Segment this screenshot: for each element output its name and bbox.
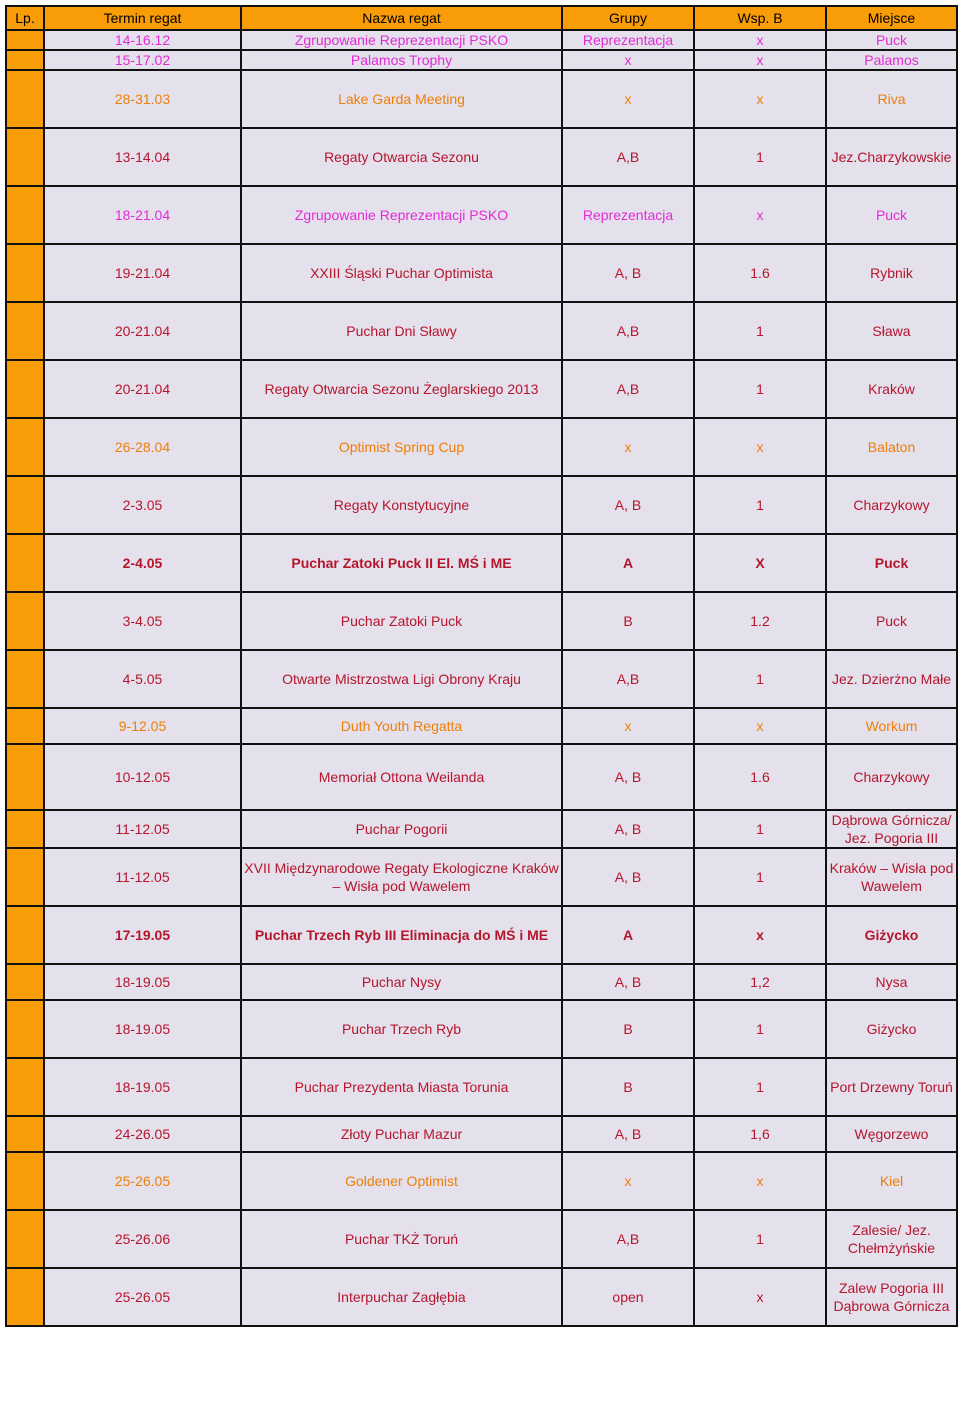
cell-wsp: X — [694, 534, 826, 592]
cell-nazwa: Zgrupowanie Reprezentacji PSKO — [241, 186, 562, 244]
table-row — [6, 592, 957, 650]
cell-wsp: x — [694, 1152, 826, 1210]
table-row — [6, 650, 957, 708]
cell-termin: 19-21.04 — [44, 244, 241, 302]
table-row — [6, 1000, 957, 1058]
cell-wsp: 1 — [694, 1210, 826, 1268]
cell-lp — [6, 360, 44, 418]
cell-miejsce: Kraków – Wisła pod Wawelem — [826, 848, 957, 906]
cell-nazwa: Otwarte Mistrzostwa Ligi Obrony Kraju — [241, 650, 562, 708]
cell-nazwa: Puchar TKŻ Toruń — [241, 1210, 562, 1268]
cell-termin: 25-26.05 — [44, 1152, 241, 1210]
cell-wsp: x — [694, 50, 826, 70]
table-row — [6, 1116, 957, 1152]
cell-miejsce: Węgorzewo — [826, 1116, 957, 1152]
cell-grupy: A, B — [562, 848, 694, 906]
cell-nazwa: Puchar Trzech Ryb III Eliminacja do MŚ i ME — [241, 906, 562, 964]
cell-miejsce: Zalesie/ Jez. Chełmżyńskie — [826, 1210, 957, 1268]
cell-grupy: x — [562, 418, 694, 476]
cell-grupy: x — [562, 50, 694, 70]
cell-miejsce: Rybnik — [826, 244, 957, 302]
table-row — [6, 1152, 957, 1210]
cell-nazwa: Regaty Otwarcia Sezonu Żeglarskiego 2013 — [241, 360, 562, 418]
cell-miejsce: Balaton — [826, 418, 957, 476]
cell-grupy: B — [562, 1058, 694, 1116]
cell-lp — [6, 302, 44, 360]
cell-lp — [6, 418, 44, 476]
cell-nazwa: Puchar Pogorii — [241, 810, 562, 848]
cell-miejsce: Kiel — [826, 1152, 957, 1210]
cell-lp — [6, 708, 44, 744]
cell-miejsce: Riva — [826, 70, 957, 128]
regatta-schedule-table — [5, 5, 958, 1327]
cell-termin: 28-31.03 — [44, 70, 241, 128]
cell-grupy: B — [562, 1000, 694, 1058]
cell-termin: 11-12.05 — [44, 848, 241, 906]
cell-lp — [6, 1210, 44, 1268]
table-row — [6, 476, 957, 534]
cell-termin: 9-12.05 — [44, 708, 241, 744]
cell-lp — [6, 810, 44, 848]
cell-miejsce: Giżycko — [826, 906, 957, 964]
table-header — [6, 6, 957, 30]
cell-nazwa: Regaty Konstytucyjne — [241, 476, 562, 534]
cell-wsp: 1 — [694, 810, 826, 848]
cell-termin: 15-17.02 — [44, 50, 241, 70]
cell-grupy: A,B — [562, 650, 694, 708]
cell-nazwa: Duth Youth Regatta — [241, 708, 562, 744]
cell-lp — [6, 30, 44, 50]
cell-wsp: 1 — [694, 848, 826, 906]
cell-wsp: 1 — [694, 360, 826, 418]
header-miejsce: Miejsce — [826, 6, 957, 30]
cell-wsp: x — [694, 906, 826, 964]
cell-grupy: B — [562, 592, 694, 650]
cell-lp — [6, 70, 44, 128]
cell-nazwa: Puchar Nysy — [241, 964, 562, 1000]
cell-lp — [6, 650, 44, 708]
cell-wsp: x — [694, 186, 826, 244]
header-lp: Lp. — [6, 6, 44, 30]
cell-lp — [6, 1268, 44, 1326]
cell-termin: 20-21.04 — [44, 302, 241, 360]
cell-grupy: x — [562, 70, 694, 128]
cell-wsp: 1.6 — [694, 244, 826, 302]
cell-wsp: x — [694, 30, 826, 50]
header-wsp: Wsp. B — [694, 6, 826, 30]
cell-nazwa: Lake Garda Meeting — [241, 70, 562, 128]
header-grupy: Grupy — [562, 6, 694, 30]
cell-termin: 25-26.05 — [44, 1268, 241, 1326]
cell-lp — [6, 906, 44, 964]
cell-grupy: A, B — [562, 476, 694, 534]
cell-miejsce: Puck — [826, 186, 957, 244]
table-row — [6, 244, 957, 302]
table-row — [6, 744, 957, 810]
table-row — [6, 70, 957, 128]
header-row — [6, 6, 957, 30]
cell-termin: 2-3.05 — [44, 476, 241, 534]
table-row — [6, 186, 957, 244]
cell-miejsce: Zalew Pogoria III Dąbrowa Górnicza — [826, 1268, 957, 1326]
cell-lp — [6, 1152, 44, 1210]
table-row — [6, 302, 957, 360]
cell-grupy: A, B — [562, 810, 694, 848]
cell-termin: 11-12.05 — [44, 810, 241, 848]
cell-grupy: A — [562, 906, 694, 964]
cell-wsp: 1 — [694, 1000, 826, 1058]
cell-nazwa: Palamos Trophy — [241, 50, 562, 70]
cell-grupy: A,B — [562, 360, 694, 418]
header-nazwa: Nazwa regat — [241, 6, 562, 30]
cell-termin: 26-28.04 — [44, 418, 241, 476]
table-row — [6, 50, 957, 70]
table-row — [6, 1058, 957, 1116]
cell-lp — [6, 50, 44, 70]
cell-nazwa: Puchar Zatoki Puck — [241, 592, 562, 650]
cell-termin: 25-26.06 — [44, 1210, 241, 1268]
table-row — [6, 964, 957, 1000]
cell-lp — [6, 964, 44, 1000]
cell-termin: 18-19.05 — [44, 1000, 241, 1058]
cell-nazwa: Puchar Dni Sławy — [241, 302, 562, 360]
cell-grupy: A — [562, 534, 694, 592]
cell-wsp: x — [694, 70, 826, 128]
cell-miejsce: Giżycko — [826, 1000, 957, 1058]
cell-termin: 4-5.05 — [44, 650, 241, 708]
cell-miejsce: Puck — [826, 30, 957, 50]
cell-nazwa: Puchar Prezydenta Miasta Torunia — [241, 1058, 562, 1116]
cell-grupy: x — [562, 1152, 694, 1210]
cell-lp — [6, 244, 44, 302]
table-row — [6, 1210, 957, 1268]
cell-lp — [6, 534, 44, 592]
cell-termin: 24-26.05 — [44, 1116, 241, 1152]
cell-wsp: 1 — [694, 128, 826, 186]
cell-miejsce: Workum — [826, 708, 957, 744]
cell-termin: 18-21.04 — [44, 186, 241, 244]
cell-termin: 20-21.04 — [44, 360, 241, 418]
table-body — [6, 30, 957, 1326]
cell-miejsce: Puck — [826, 534, 957, 592]
cell-lp — [6, 186, 44, 244]
cell-lp — [6, 1058, 44, 1116]
cell-nazwa: XXIII Śląski Puchar Optimista — [241, 244, 562, 302]
cell-miejsce: Kraków — [826, 360, 957, 418]
cell-miejsce: Dąbrowa Górnicza/ Jez. Pogoria III — [826, 810, 957, 848]
cell-termin: 10-12.05 — [44, 744, 241, 810]
cell-lp — [6, 1000, 44, 1058]
table-row — [6, 708, 957, 744]
cell-grupy: A, B — [562, 964, 694, 1000]
cell-grupy: A, B — [562, 244, 694, 302]
cell-nazwa: Złoty Puchar Mazur — [241, 1116, 562, 1152]
cell-grupy: A,B — [562, 1210, 694, 1268]
cell-lp — [6, 744, 44, 810]
cell-nazwa: XVII Międzynarodowe Regaty Ekologiczne Kraków – Wisła pod Wawelem — [241, 848, 562, 906]
cell-termin: 18-19.05 — [44, 1058, 241, 1116]
cell-nazwa: Optimist Spring Cup — [241, 418, 562, 476]
cell-lp — [6, 848, 44, 906]
table-row — [6, 810, 957, 848]
cell-wsp: 1.2 — [694, 592, 826, 650]
cell-grupy: Reprezentacja — [562, 30, 694, 50]
cell-wsp: 1.6 — [694, 744, 826, 810]
cell-wsp: x — [694, 708, 826, 744]
cell-termin: 13-14.04 — [44, 128, 241, 186]
cell-miejsce: Charzykowy — [826, 744, 957, 810]
cell-lp — [6, 592, 44, 650]
cell-wsp: x — [694, 1268, 826, 1326]
cell-miejsce: Port Drzewny Toruń — [826, 1058, 957, 1116]
cell-grupy: A,B — [562, 128, 694, 186]
cell-wsp: 1 — [694, 476, 826, 534]
cell-miejsce: Jez. Dzierżno Małe — [826, 650, 957, 708]
cell-nazwa: Memoriał Ottona Weilanda — [241, 744, 562, 810]
cell-wsp: 1 — [694, 1058, 826, 1116]
cell-nazwa: Puchar Zatoki Puck II El. MŚ i ME — [241, 534, 562, 592]
table-row — [6, 906, 957, 964]
table-row — [6, 418, 957, 476]
cell-wsp: 1,6 — [694, 1116, 826, 1152]
cell-termin: 17-19.05 — [44, 906, 241, 964]
cell-lp — [6, 1116, 44, 1152]
cell-termin: 3-4.05 — [44, 592, 241, 650]
cell-miejsce: Puck — [826, 592, 957, 650]
cell-grupy: A,B — [562, 302, 694, 360]
table-row — [6, 128, 957, 186]
cell-nazwa: Regaty Otwarcia Sezonu — [241, 128, 562, 186]
table-row — [6, 360, 957, 418]
cell-miejsce: Palamos — [826, 50, 957, 70]
cell-grupy: A, B — [562, 1116, 694, 1152]
cell-lp — [6, 128, 44, 186]
cell-termin: 2-4.05 — [44, 534, 241, 592]
cell-wsp: 1 — [694, 650, 826, 708]
cell-grupy: Reprezentacja — [562, 186, 694, 244]
table-row — [6, 1268, 957, 1326]
cell-wsp: 1,2 — [694, 964, 826, 1000]
table-row — [6, 534, 957, 592]
cell-miejsce: Charzykowy — [826, 476, 957, 534]
cell-nazwa: Goldener Optimist — [241, 1152, 562, 1210]
cell-wsp: x — [694, 418, 826, 476]
cell-termin: 18-19.05 — [44, 964, 241, 1000]
cell-nazwa: Zgrupowanie Reprezentacji PSKO — [241, 30, 562, 50]
table-row — [6, 30, 957, 50]
cell-miejsce: Sława — [826, 302, 957, 360]
cell-nazwa: Interpuchar Zagłębia — [241, 1268, 562, 1326]
cell-grupy: A, B — [562, 744, 694, 810]
cell-termin: 14-16.12 — [44, 30, 241, 50]
cell-miejsce: Jez.Charzykowskie — [826, 128, 957, 186]
cell-miejsce: Nysa — [826, 964, 957, 1000]
cell-grupy: open — [562, 1268, 694, 1326]
header-termin: Termin regat — [44, 6, 241, 30]
cell-nazwa: Puchar Trzech Ryb — [241, 1000, 562, 1058]
cell-grupy: x — [562, 708, 694, 744]
cell-wsp: 1 — [694, 302, 826, 360]
table-row — [6, 848, 957, 906]
cell-lp — [6, 476, 44, 534]
